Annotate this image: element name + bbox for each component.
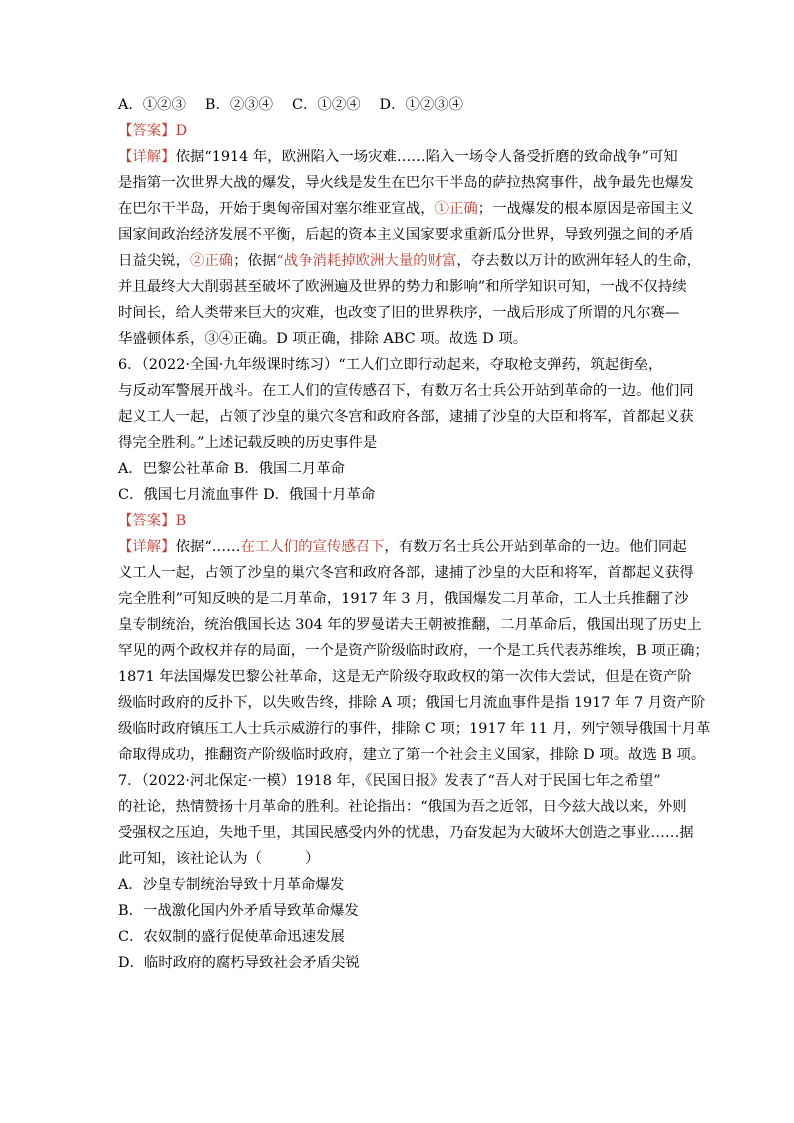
- q6-explain-line-2: [118, 586, 689, 612]
- q6-explain-line-3: [118, 612, 702, 638]
- explain-text: 级临时政府镇压工人士兵示威游行的事件，排除 C 项；1917 年 11 月，列宁领导俄国十月革: [118, 721, 711, 737]
- answer-label: 【答案】: [118, 123, 176, 139]
- q7-option-b: B．一战激化国内外矛盾导致革命爆发: [118, 903, 359, 919]
- q5-explain-line-1: [118, 170, 694, 196]
- explain-text: 并且最终大大削弱甚至破坏了欧洲遍及世界的势力和影响”和所学知识可知，一战不仅持续: [118, 279, 687, 295]
- explain-text: 级临时政府的反扑下，以失败告终，排除 A 项；俄国七月流血事件是指 1917 年 7 月资产阶: [118, 695, 706, 711]
- q5-options: A．①②③ B．②③④ C．①②④ D．①②③④: [118, 97, 464, 113]
- explain-text: 国家间政治经济发展不平衡，后起的资本主义国家要求重新瓜分世界，导致列强之间的矛盾: [118, 227, 694, 243]
- explain-label: 【详解】: [118, 149, 176, 165]
- q5-explain-line-5: [118, 274, 687, 300]
- answer-value: B: [175, 513, 187, 529]
- explain-text: 罕见的两个政权并存的局面，一个是资产阶级临时政府，一个是工兵代表苏维埃，B 项正确；: [118, 643, 709, 659]
- explain-text: ；一战爆发的根本原因是帝国主义: [477, 201, 694, 217]
- explain-text: 皇专制统治，统治俄国长达 304 年的罗曼诺夫王朝被推翻，二月革命后，俄国出现了历史上: [118, 617, 702, 633]
- q5-answer: [118, 118, 678, 144]
- explain-text: 完全胜利”可知反映的是二月革命，1917 年 3 月，俄国爆发二月革命，工人士兵推翻了沙: [118, 591, 689, 607]
- q6-explain-line-7: [118, 716, 711, 742]
- answer-value: D: [175, 123, 188, 139]
- q7-option-a: A．沙皇专制统治导致十月革命爆发: [118, 877, 345, 893]
- q7-option-d: D．临时政府的腐朽导致社会矛盾尖锐: [118, 955, 360, 971]
- explain-text: 在巴尔干半岛，开始于奥匈帝国对塞尔维亚宣战，: [118, 201, 435, 217]
- q5-explain-line-2: [118, 196, 694, 222]
- answer-label: 【答案】: [118, 513, 176, 529]
- q6-stem-line-2: 起义工人一起，占领了沙皇的巢穴冬宫和政府各部，逮捕了沙皇的大臣和将军，首都起义获: [118, 409, 694, 425]
- q7-option-c: C．农奴制的盛行促使革命迅速发展: [118, 929, 345, 945]
- q6-answer: [118, 508, 678, 534]
- q5-explain-line-4: [118, 248, 702, 274]
- q6-option-line-0: A．巴黎公社革命 B．俄国二月革命: [118, 461, 346, 477]
- explain-text: 时间长，给人类带来巨大的灾难，也改变了旧的世界秩序，一战后形成了所谓的凡尔赛—: [118, 305, 680, 321]
- explain-text: 依据“……: [175, 539, 241, 555]
- q7-stem-line-2: 受强权之压迫，失地千里，其国民感受内外的忧患，乃奋发起为大破坏大创造之事业……据: [118, 825, 694, 841]
- explain-highlight: 在工人们的宣传感召下: [240, 539, 385, 555]
- q6-explain-line-5: [118, 664, 692, 690]
- explain-highlight: ①正确: [434, 201, 478, 217]
- q5-explain-line-0: [118, 144, 678, 170]
- explain-text: 命取得成功，推翻资产阶级临时政府，建立了第一个社会主义国家，排除 D 项。故选 B 项。: [118, 747, 706, 763]
- q6-explain-line-1: [118, 560, 694, 586]
- q7-stem-line-3: 此可知，该社论认为（ ）: [118, 851, 320, 867]
- explain-text: 义工人一起，占领了沙皇的巢穴冬宫和政府各部，逮捕了沙皇的大臣和将军，首都起义获得: [118, 565, 694, 581]
- q6-option-line-1: C．俄国七月流血事件 D．俄国十月革命: [118, 487, 376, 503]
- q5-explain-line-3: [118, 222, 694, 248]
- q6-explain-line-4: [118, 638, 709, 664]
- explain-highlight: ②正确: [189, 253, 234, 269]
- explain-highlight: “战争消耗掉欧洲大量的财富: [276, 253, 457, 269]
- q6-explain-line-8: [118, 742, 706, 768]
- q6-stem-line-0: 6．（2022·全国·九年级课时练习）“工人们立即行动起来，夺取枪支弹药，筑起街垒，: [118, 357, 663, 373]
- explain-text: 是指第一次世界大战的爆发，导火线是发生在巴尔干半岛的萨拉热窝事件，战争最先也爆发: [118, 175, 694, 191]
- q6-explain-line-0: [118, 534, 687, 560]
- q5-explain-line-6: [118, 300, 678, 326]
- q7-stem-line-0: 7．（2022·河北保定·一模）1918 年，《民国日报》发表了“吾人对于民国七年之希望”: [118, 773, 661, 789]
- q7-stem-line-1: 的社论，热情赞扬十月革命的胜利。社论指出：“俄国为吾之近邻，日今兹大战以来，外则: [118, 799, 687, 815]
- q6-explain-line-6: [118, 690, 706, 716]
- explain-text: 华盛顿体系，③④正确。D 项正确，排除 ABC 项。故选 D 项。: [118, 331, 528, 347]
- q6-stem-line-3: 得完全胜利。”上述记载反映的历史事件是: [118, 435, 378, 451]
- explain-text: ；依据: [233, 253, 277, 269]
- document-page: [118, 92, 711, 976]
- explain-text: 日益尖锐，: [118, 253, 190, 269]
- q6-stem-line-1: 与反动军警展开战斗。在工人们的宣传感召下，有数万名士兵公开站到革命的一边。他们同: [118, 383, 694, 399]
- q5-explain-line-7: [118, 326, 678, 352]
- explain-text: 1871 年法国爆发巴黎公社革命，这是无产阶级夺取政权的第一次伟大尝试，但是在资产阶: [118, 669, 692, 685]
- explain-label: 【详解】: [118, 539, 176, 555]
- explain-text: ，有数万名士兵公开站到革命的一边。他们同起: [384, 539, 687, 555]
- explain-text: ，夺去数以万计的欧洲年轻人的生命，: [456, 253, 702, 269]
- explain-text: 依据“1914 年，欧洲陷入一场灾难……陷入一场令人备受折磨的致命战争”可知: [175, 149, 678, 165]
